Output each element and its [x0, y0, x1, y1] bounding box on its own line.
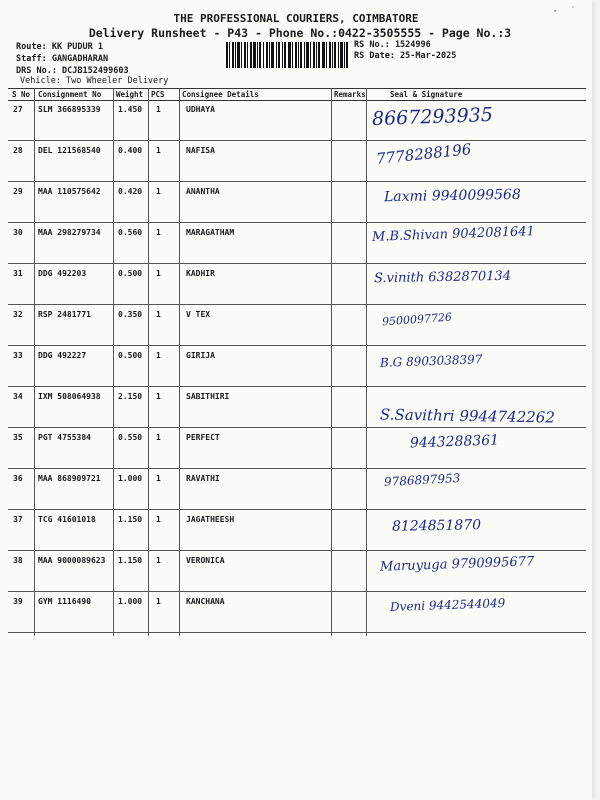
row-signature: 9500097726	[381, 310, 453, 329]
table-row	[8, 141, 586, 181]
row-signature: B.G 8903038397	[379, 352, 483, 370]
col-sno: S No	[12, 90, 31, 99]
row-consignee: VERONICA	[186, 556, 225, 565]
row-weight: 0.500	[118, 269, 143, 278]
row-signature: 9786897953	[383, 471, 461, 489]
route-label: Route: KK PUDUR 1	[16, 42, 103, 52]
col-remarks: Remarks	[334, 90, 366, 99]
row-pcs: 1	[156, 556, 161, 565]
row-consignee: MARAGATHAM	[186, 228, 235, 237]
vehicle-label: Vehicle: Two Wheeler Delivery	[20, 76, 169, 86]
row-weight: 1.450	[118, 105, 143, 114]
row-weight: 1.000	[118, 474, 143, 483]
table-row	[8, 100, 586, 140]
row-weight: 0.500	[118, 351, 143, 360]
row-consignee: JAGATHEESH	[186, 515, 235, 524]
row-sno: 33	[13, 351, 23, 360]
row-pcs: 1	[156, 269, 161, 278]
col-pcs: PCS	[151, 90, 165, 99]
row-consignment-no: MAA 110575642	[38, 187, 101, 196]
row-divider	[8, 632, 586, 633]
row-sno: 27	[13, 105, 23, 114]
row-consignee: RAVATHI	[186, 474, 220, 483]
table-row	[8, 305, 586, 345]
margin-mark-icon: ·	[552, 6, 559, 17]
row-signature: Laxmi 9940099568	[383, 186, 521, 206]
row-sno: 36	[13, 474, 23, 483]
row-weight: 0.350	[118, 310, 143, 319]
row-pcs: 1	[156, 187, 161, 196]
row-consignee: V TEX	[186, 310, 211, 319]
company-title: THE PROFESSIONAL COURIERS, COIMBATORE	[173, 12, 419, 25]
row-consignee: KADHIR	[186, 269, 215, 278]
row-consignee: GIRIJA	[186, 351, 215, 360]
row-pcs: 1	[156, 228, 161, 237]
row-signature: 8667293935	[371, 103, 494, 131]
row-consignment-no: DDG 492203	[38, 269, 87, 278]
col-consignment: Consignment No	[38, 90, 102, 99]
table-row	[8, 469, 586, 509]
margin-mark-icon: ˙	[570, 6, 577, 17]
table-row	[8, 182, 586, 222]
row-consignee: ANANTHA	[186, 187, 220, 196]
row-sno: 29	[13, 187, 23, 196]
row-sno: 39	[13, 597, 23, 606]
row-sno: 32	[13, 310, 23, 319]
row-pcs: 1	[156, 515, 161, 524]
table-row	[8, 264, 586, 304]
row-sno: 35	[13, 433, 23, 442]
row-consignment-no: RSP 2481771	[38, 310, 91, 319]
row-signature: 8124851870	[391, 517, 482, 535]
row-consignment-no: MAA 298279734	[38, 228, 101, 237]
table-row	[8, 223, 586, 263]
row-pcs: 1	[156, 474, 161, 483]
row-signature: 7778288196	[375, 140, 473, 168]
row-signature: Maruyuga 9790995677	[379, 554, 535, 575]
row-sno: 30	[13, 228, 23, 237]
table-row	[8, 346, 586, 386]
row-weight: 1.000	[118, 597, 143, 606]
row-consignment-no: SLM 366895339	[38, 105, 101, 114]
row-weight: 0.420	[118, 187, 143, 196]
row-weight: 0.560	[118, 228, 143, 237]
row-signature: M.B.Shivan 9042081641	[371, 224, 536, 245]
row-weight: 1.150	[118, 515, 143, 524]
col-seal: Seal & Signature	[390, 90, 463, 99]
barcode-image	[226, 42, 348, 68]
row-pcs: 1	[156, 597, 161, 606]
col-weight: Weight	[116, 90, 144, 99]
row-signature: 9443288361	[409, 432, 500, 452]
table-row	[8, 428, 586, 468]
row-weight: 0.550	[118, 433, 143, 442]
runsheet-subtitle: Delivery Runsheet - P43 - Phone No.:0422-3505555 - Page No.:3	[88, 26, 512, 40]
row-weight: 1.150	[118, 556, 143, 565]
row-signature: Dveni 9442544049	[389, 595, 506, 615]
row-consignment-no: DEL 121568540	[38, 146, 101, 155]
table-row	[8, 551, 586, 591]
row-pcs: 1	[156, 433, 161, 442]
row-sno: 38	[13, 556, 23, 565]
row-signature: S.vinith 6382870134	[373, 268, 512, 287]
row-consignee: UDHAYA	[186, 105, 215, 114]
row-weight: 0.400	[118, 146, 143, 155]
row-consignee: PERFECT	[186, 433, 220, 442]
row-pcs: 1	[156, 351, 161, 360]
row-consignee: KANCHANA	[186, 597, 225, 606]
row-consignment-no: PGT 4755384	[38, 433, 91, 442]
row-consignee: NAFISA	[186, 146, 215, 155]
row-pcs: 1	[156, 310, 161, 319]
row-sno: 28	[13, 146, 23, 155]
row-consignment-no: MAA 9000089623	[38, 556, 106, 565]
table-row	[8, 592, 586, 632]
row-sno: 34	[13, 392, 23, 401]
row-pcs: 1	[156, 392, 161, 401]
rs-date: RS Date: 25-Mar-2025	[354, 51, 457, 61]
row-consignment-no: MAA 868909721	[38, 474, 101, 483]
table-top-rule	[8, 88, 586, 89]
col-consignee: Consignee Details	[182, 90, 259, 99]
row-consignment-no: GYM 1116490	[38, 597, 91, 606]
row-consignment-no: DDG 492227	[38, 351, 87, 360]
row-signature: S.Savithri 9944742262	[379, 405, 556, 427]
staff-label: Staff: GANGADHARAN	[16, 54, 109, 64]
row-pcs: 1	[156, 105, 161, 114]
row-consignment-no: TCG 41601018	[38, 515, 96, 524]
row-sno: 37	[13, 515, 23, 524]
table-row	[8, 387, 586, 427]
rs-number: RS No.: 1524996	[354, 40, 431, 50]
row-consignee: SABITHIRI	[186, 392, 230, 401]
row-pcs: 1	[156, 146, 161, 155]
drs-label: DRS No.: DCJB152499603	[16, 66, 129, 76]
row-sno: 31	[13, 269, 23, 278]
row-weight: 2.150	[118, 392, 143, 401]
row-consignment-no: IXM 508064938	[38, 392, 101, 401]
table-row	[8, 510, 586, 550]
